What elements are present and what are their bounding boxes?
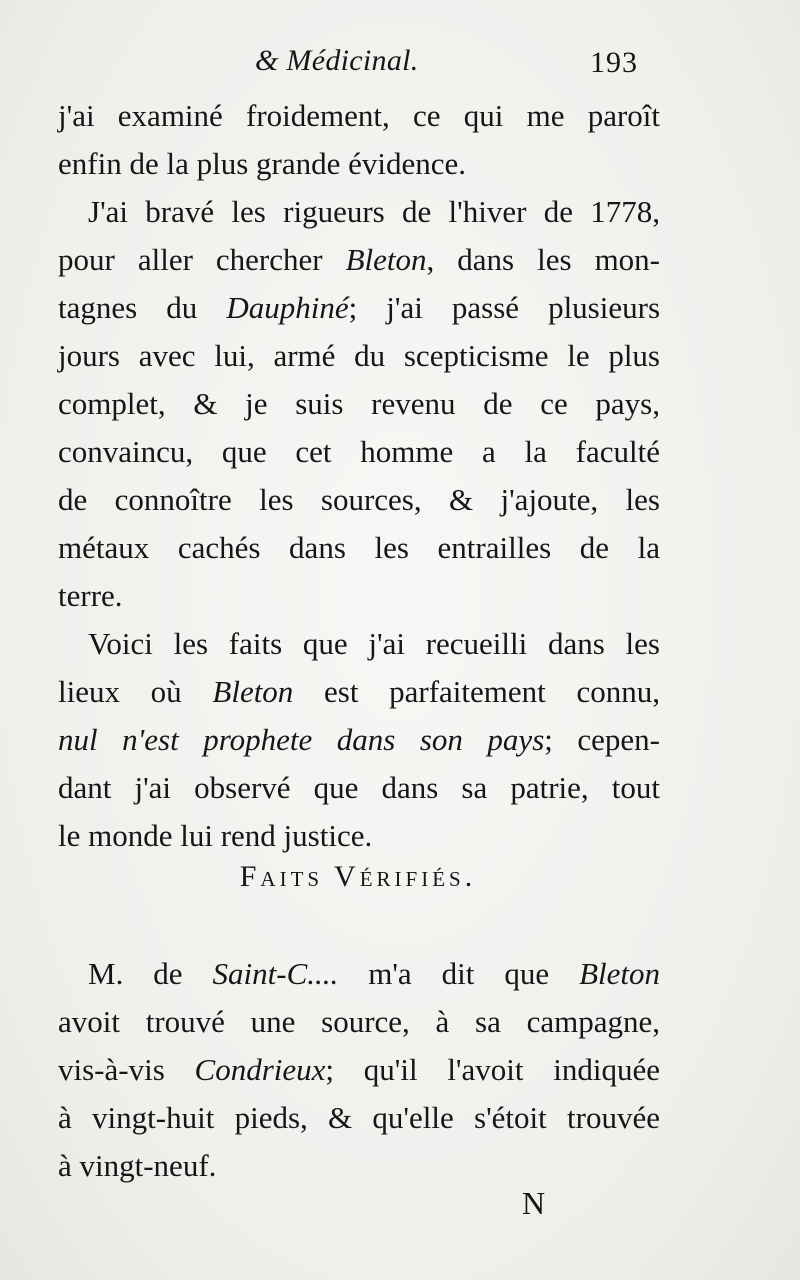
text-line: complet, & je suis revenu de ce pays, [58, 386, 660, 421]
text-line: Voici les faits que j'ai recueilli dans les [88, 626, 660, 661]
text-line: métaux cachés dans les entrailles de la [58, 530, 660, 565]
text-line: vis-à-vis Condrieux; qu'il l'avoit indiquée [58, 1052, 660, 1087]
text-line: à vingt-huit pieds, & qu'elle s'étoit trouvée [58, 1100, 660, 1135]
text-line: J'ai bravé les rigueurs de l'hiver de 1778, [88, 194, 660, 229]
running-title: & Médicinal. [255, 44, 419, 77]
signature-mark: N [522, 1185, 546, 1221]
section-heading-text: Faits Vérifiés. [239, 860, 477, 893]
text-line: dant j'ai observé que dans sa patrie, tout [58, 770, 660, 805]
text-line: nul n'est prophete dans son pays; cepen- [58, 722, 660, 757]
text-line: jours avec lui, armé du scepticisme le plus [58, 338, 660, 373]
text-line: j'ai examiné froidement, ce qui me paroît [58, 98, 660, 133]
page-number: 193 [590, 46, 638, 79]
section-body-text [58, 950, 660, 1190]
text-line: lieux où Bleton est parfaitement connu, [58, 674, 660, 709]
text-line: tagnes du Dauphiné; j'ai passé plusieurs [58, 290, 661, 325]
section-heading [0, 860, 800, 894]
text-line: pour aller chercher Bleton, dans les mon- [58, 242, 660, 277]
text-line: convaincu, que cet homme a la faculté [58, 434, 660, 469]
body-text [58, 92, 660, 860]
text-line: de connoître les sources, & j'ajoute, les [58, 482, 660, 517]
text-line: terre. [58, 578, 123, 613]
text-line: M. de Saint-C.... m'a dit que Bleton [88, 956, 660, 991]
text-line: enfin de la plus grande évidence. [58, 146, 466, 181]
text-line: à vingt-neuf. [58, 1148, 217, 1183]
text-line: avoit trouvé une source, à sa campagne, [58, 1004, 660, 1039]
running-head [60, 38, 660, 88]
text-line: le monde lui rend justice. [58, 818, 373, 853]
